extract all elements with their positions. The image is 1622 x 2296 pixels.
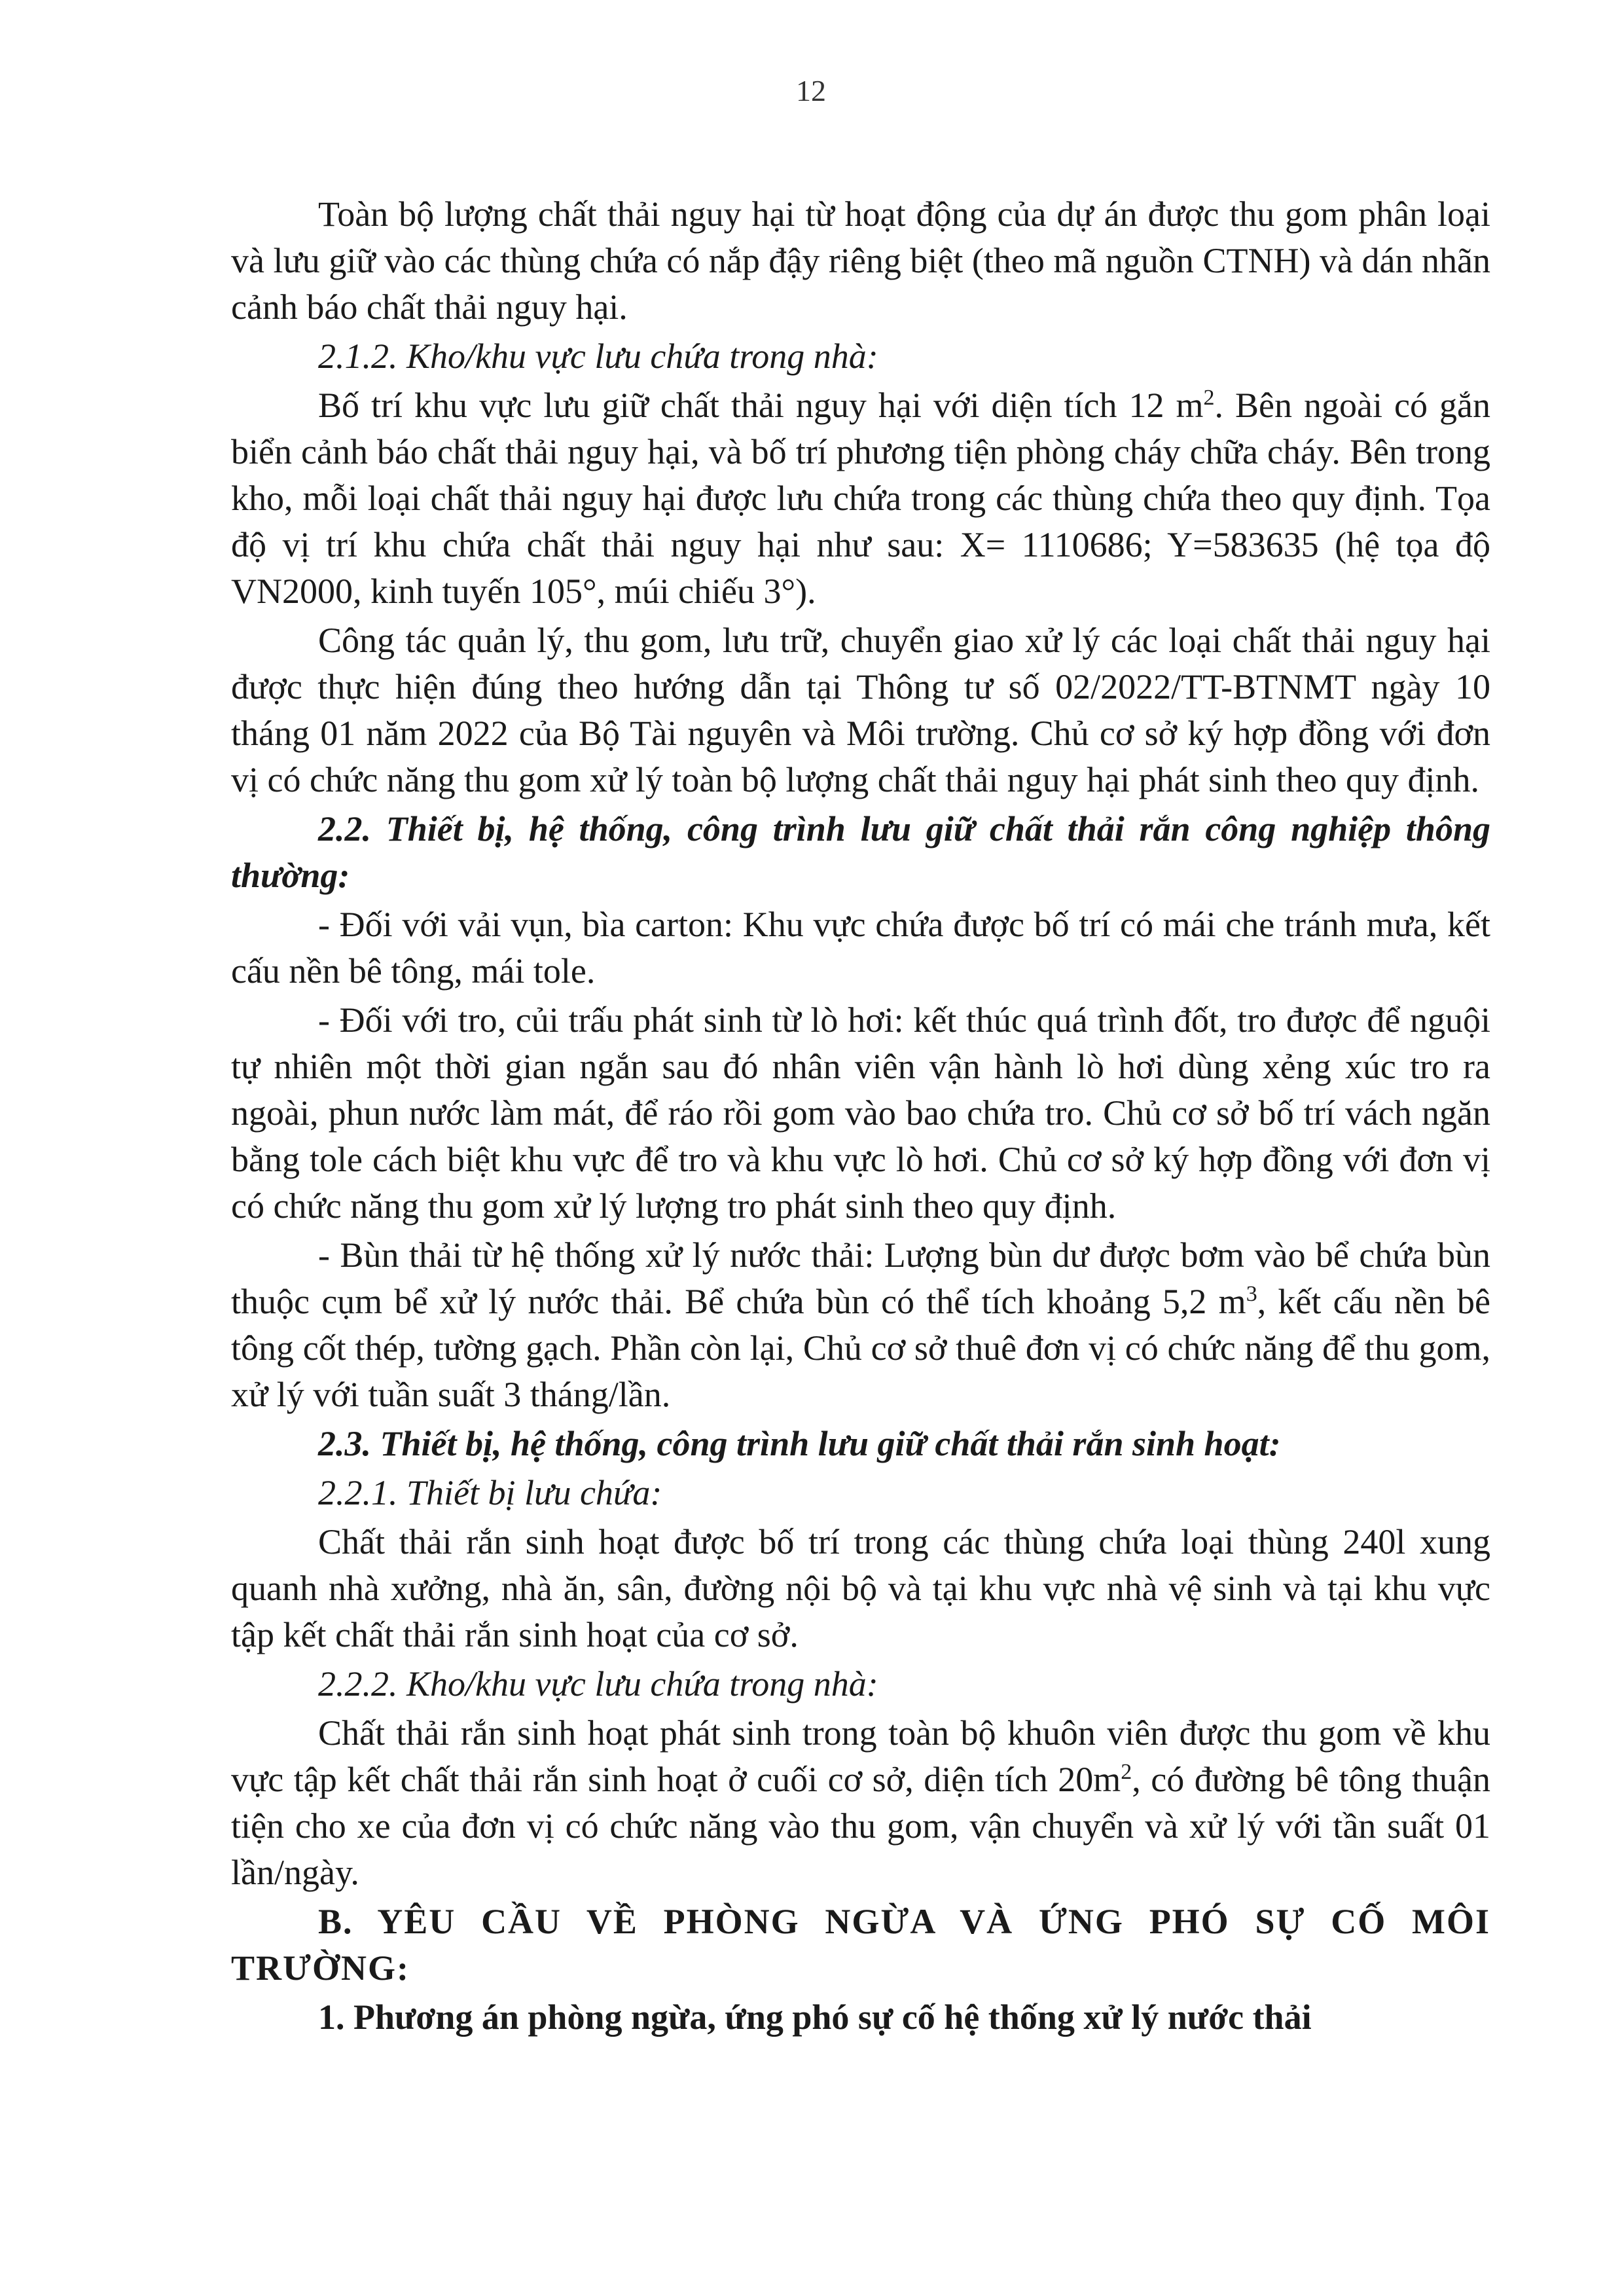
- section-heading-2-2-2: 2.2.2. Kho/khu vực lưu chứa trong nhà:: [318, 1664, 878, 1704]
- paragraph-domestic-waste-collection-text-b: , có đường bê tông thuận tiện cho xe của đơn vị có chức năng vào thu gom, vận chuyển và xử lý với tần suất 01 lần/ngày.: [231, 1760, 1490, 1892]
- paragraph-domestic-waste-bins: Chất thải rắn sinh hoạt được bố trí trong các thùng chứa loại thùng 240l xung quanh nhà xưởng, nhà ăn, sân, đường nội bộ và tại khu vực nhà vệ sinh và tại khu vực tập kết chất thải rắn sinh hoạt của cơ sở.: [231, 1522, 1490, 1654]
- superscript-3: 3: [1246, 1282, 1257, 1306]
- paragraph-sludge: [231, 1232, 1490, 1418]
- superscript-2: 2: [1203, 386, 1215, 410]
- paragraph-domestic-waste-collection: [231, 1710, 1490, 1896]
- section-heading-b: B. YÊU CẦU VỀ PHÒNG NGỪA VÀ ỨNG PHÓ SỰ CỐ MÔI TRƯỜNG:: [231, 1902, 1490, 1988]
- section-heading-2-1-2: 2.1.2. Kho/khu vực lưu chứa trong nhà:: [318, 337, 878, 376]
- paragraph-management: Công tác quản lý, thu gom, lưu trữ, chuyển giao xử lý các loại chất thải nguy hại được thực hiện đúng theo hướng dẫn tại Thông tư số 02/2022/TT-BTNMT ngày 10 tháng 01 năm 2022 của Bộ Tài nguyên và Môi trường. Chủ cơ sở ký hợp đồng với đơn vị có chức năng thu gom xử lý toàn bộ lượng chất thải nguy hại phát sinh theo quy định.: [231, 621, 1490, 799]
- paragraph-storage-area-text-b: . Bên ngoài có gắn biển cảnh báo chất thải nguy hại, và bố trí phương tiện phòng cháy chữa cháy. Bên trong kho, mỗi loại chất thải nguy hại được lưu chứa trong các thùng chứa theo quy định. Tọa độ vị trí khu chứa chất thải nguy hại như sau: X= 1110686; Y=583635 (hệ tọa độ VN2000, kinh tuyến 105°, múi chiếu 3°).: [231, 386, 1490, 611]
- paragraph-sludge-text-a: - Bùn thải từ hệ thống xử lý nước thải: Lượng bùn dư được bơm vào bể chứa bùn thuộc cụm bể xử lý nước thải. Bể chứa bùn có thể tích khoảng 5,2 m: [231, 1235, 1490, 1321]
- document-body: [231, 191, 1490, 2043]
- superscript-2b: 2: [1121, 1760, 1132, 1784]
- page-number: 12: [796, 74, 826, 107]
- paragraph-storage-area: [231, 382, 1490, 615]
- section-heading-2-2: 2.2. Thiết bị, hệ thống, công trình lưu giữ chất thải rắn công nghiệp thông thường:: [231, 809, 1490, 895]
- paragraph-hazardous-waste-collection: Toàn bộ lượng chất thải nguy hại từ hoạt động của dự án được thu gom phân loại và lưu giữ vào các thùng chứa có nắp đậy riêng biệt (theo mã nguồn CTNH) và dán nhãn cảnh báo chất thải nguy hại.: [231, 194, 1490, 327]
- paragraph-ash-husk: - Đối với tro, củi trấu phát sinh từ lò hơi: kết thúc quá trình đốt, tro được để nguội tự nhiên một thời gian ngắn sau đó nhân viên vận hành lò hơi dùng xẻng xúc tro ra ngoài, phun nước làm mát, để ráo rồi gom vào bao chứa tro. Chủ cơ sở bố trí vách ngăn bằng tole cách biệt khu vực để tro và khu vực lò hơi. Chủ cơ sở ký hợp đồng với đơn vị có chức năng thu gom xử lý lượng tro phát sinh theo quy định.: [231, 1000, 1490, 1226]
- paragraph-storage-area-text-a: Bố trí khu vực lưu giữ chất thải nguy hại với diện tích 12 m: [318, 386, 1204, 425]
- paragraph-domestic-waste-collection-text-a: Chất thải rắn sinh hoạt phát sinh trong toàn bộ khuôn viên được thu gom về khu vực tập kết chất thải rắn sinh hoạt ở cuối cơ sở, diện tích 20m: [231, 1713, 1490, 1799]
- paragraph-fabric-carton: - Đối với vải vụn, bìa carton: Khu vực chứa được bố trí có mái che tránh mưa, kết cấu nền bê tông, mái tole.: [231, 905, 1490, 991]
- section-heading-2-3: 2.3. Thiết bị, hệ thống, công trình lưu giữ chất thải rắn sinh hoạt:: [318, 1424, 1281, 1463]
- section-heading-1: 1. Phương án phòng ngừa, ứng phó sự cố hệ thống xử lý nước thải: [318, 1997, 1312, 2037]
- paragraph-sludge-text-b: , kết cấu nền bê tông cốt thép, tường gạch. Phần còn lại, Chủ cơ sở thuê đơn vị có chức năng để thu gom, xử lý với tuần suất 3 tháng/lần.: [231, 1282, 1491, 1414]
- section-heading-2-2-1: 2.2.1. Thiết bị lưu chứa:: [318, 1473, 662, 1512]
